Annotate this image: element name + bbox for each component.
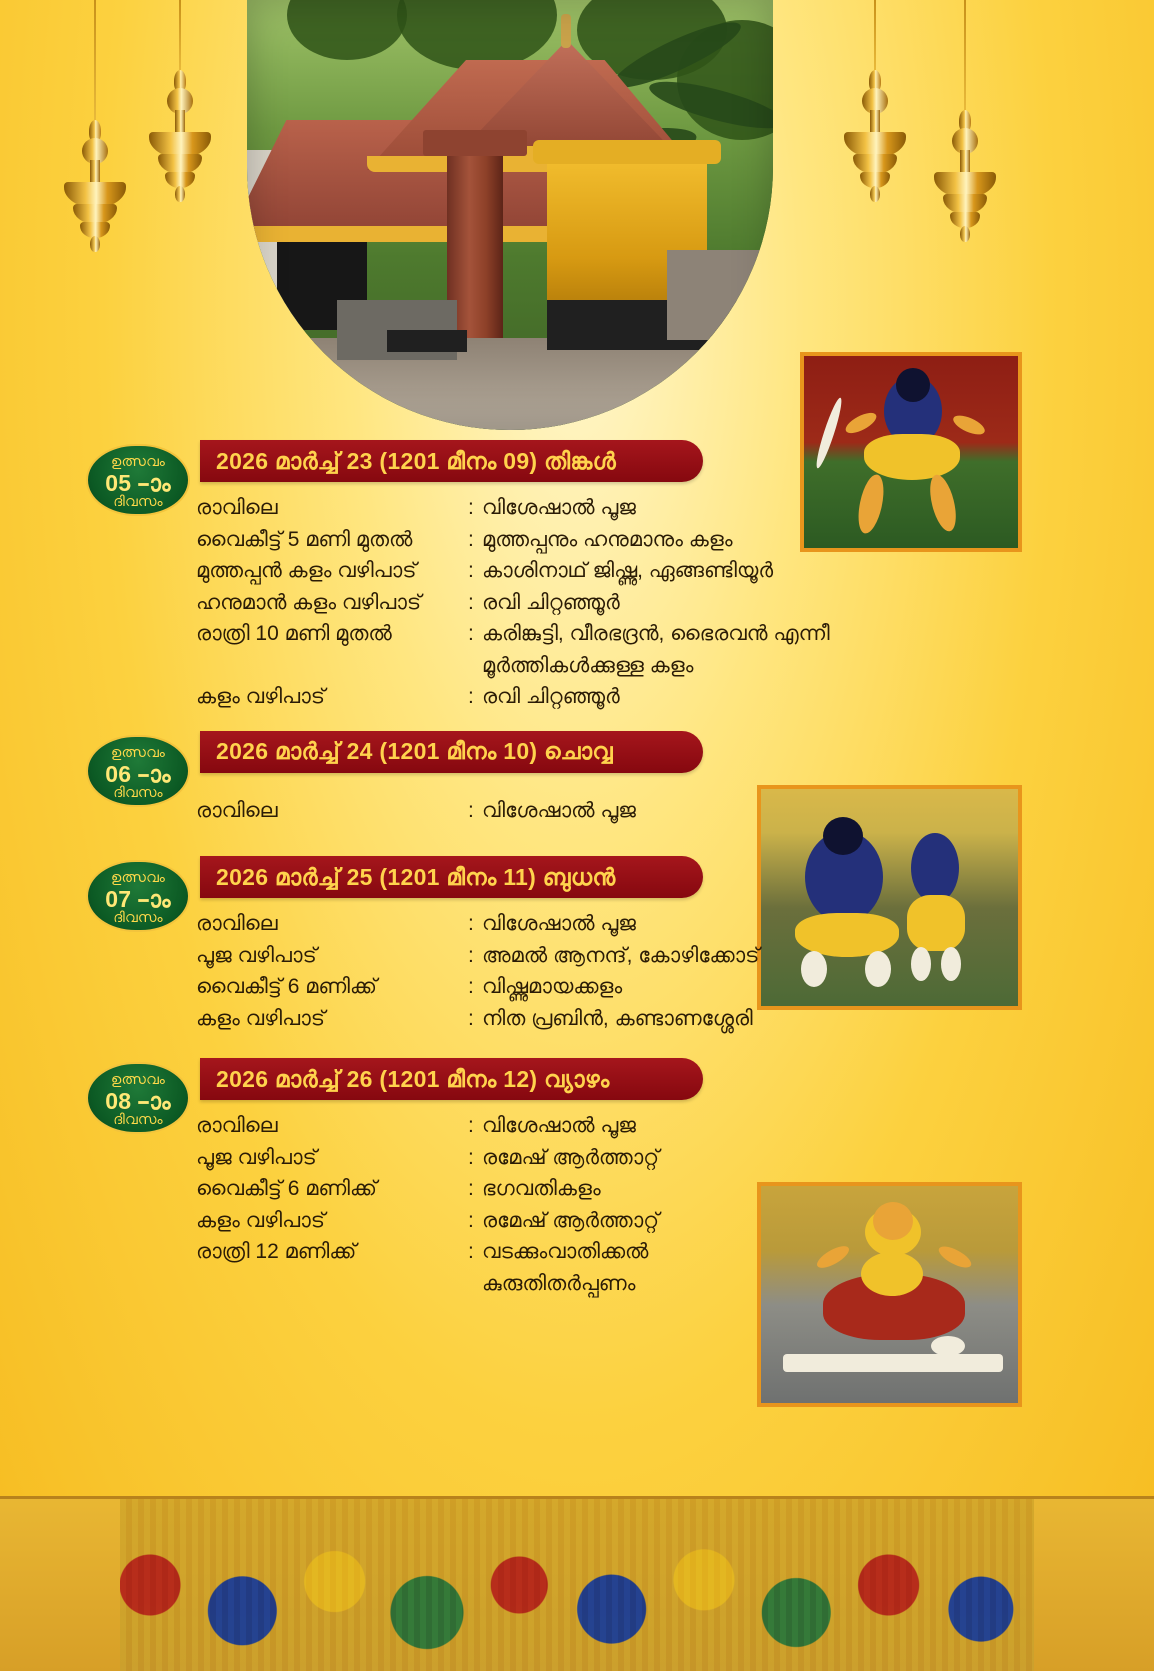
row-colon: : [468, 1208, 474, 1232]
row-colon: : [468, 496, 474, 519]
row-label: രാവിലെ [196, 912, 278, 935]
row-value: ഭഗവതികളം [482, 1177, 601, 1200]
schedule-row [196, 1142, 1154, 1174]
day-badge [86, 735, 190, 807]
row-label: ഹനുമാൻ കളം വഴിപാട് [196, 590, 422, 614]
row-colon: : [468, 685, 474, 708]
day-badge-line3: ദിവസം [113, 494, 163, 511]
row-colon: : [468, 1145, 474, 1169]
day-block [0, 440, 1154, 713]
day-block [0, 731, 1154, 827]
schedule-row [196, 618, 1154, 650]
day-block [0, 1058, 1154, 1299]
date-text: 2026 മാർച്ച് 25 (1201 മീനം 11) ബുധൻ [216, 863, 616, 890]
temple-photo [247, 0, 773, 430]
day-badge-number: 08 –ാം [105, 1088, 171, 1115]
row-label: കളം വഴിപാട് [196, 1208, 325, 1232]
row-colon: : [468, 1114, 474, 1137]
kerala-mural-border [0, 1496, 1154, 1671]
row-colon: : [468, 912, 474, 935]
day-badge-line1: ഉത്സവം [110, 870, 166, 886]
row-value: വിശേഷാൽ പൂജ [482, 1114, 636, 1137]
border-corner-left [0, 1496, 120, 1671]
schedule-row [196, 971, 1154, 1003]
row-colon: : [468, 975, 474, 998]
schedule-row-continuation [196, 1268, 1154, 1300]
row-colon: : [468, 798, 474, 822]
row-value: മൂർത്തികൾക്കുള്ള കളം [482, 653, 694, 677]
date-text: 2026 മാർച്ച് 23 (1201 മീനം 09) തിങ്കൾ [216, 447, 617, 474]
day-block [0, 856, 1154, 1034]
row-colon: : [468, 943, 474, 967]
day-badge [86, 860, 190, 932]
row-label: വൈകീട്ട് 6 മണിക്ക് [196, 1177, 377, 1200]
row-value: വിശേഷാൽ പൂജ [482, 798, 636, 822]
row-value: രവി ചിറ്റഞ്ഞൂർ [482, 685, 620, 708]
row-label: പൂജ വഴിപാട് [196, 943, 317, 967]
row-colon: : [468, 527, 474, 551]
row-label: രാവിലെ [196, 1114, 278, 1137]
hanging-lamp-left-1 [60, 0, 130, 270]
row-value: കാശിനാഥ് ജിഷ്ണു, ഏങ്ങണ്ടിയൂർ [482, 559, 774, 582]
schedule-row [196, 908, 1154, 940]
row-value: കരിങ്കുട്ടി, വീരഭദ്രൻ, ഭൈരവൻ എന്നീ [482, 622, 830, 645]
date-bar [200, 1058, 703, 1100]
schedule-row [196, 587, 1154, 619]
schedule-row [196, 492, 1154, 524]
day-rows [196, 773, 1154, 827]
day-badge [86, 444, 190, 516]
schedule-row [196, 1110, 1154, 1142]
date-text: 2026 മാർച്ച് 26 (1201 മീനം 12) വ്യാഴം [216, 1065, 610, 1092]
row-value: കുരുതിതർപ്പണം [482, 1271, 636, 1295]
schedule-row [196, 1236, 1154, 1268]
row-value: രവി ചിറ്റഞ്ഞൂർ [482, 590, 620, 614]
day-rows [196, 482, 1154, 713]
row-value: മുത്തപ്പനും ഹനുമാനും കളം [482, 527, 733, 551]
day-badge-line1: ഉത്സവം [110, 454, 166, 470]
day-badge-number: 06 –ാം [105, 760, 171, 787]
hanging-lamp-right-1 [840, 0, 910, 220]
schedule-row [196, 1173, 1154, 1205]
row-value: വിഷ്ണുമായക്കളം [482, 975, 623, 998]
schedule-row [196, 681, 1154, 713]
row-value: നിത പ്രബിൻ, കണ്ടാണശ്ശേരി [482, 1006, 753, 1030]
row-value: വിശേഷാൽ പൂജ [482, 496, 636, 519]
date-bar [200, 440, 703, 482]
row-label: രാവിലെ [196, 496, 278, 519]
row-colon: : [468, 559, 474, 582]
day-badge-line1: ഉത്സവം [110, 744, 166, 761]
schedule-row [196, 1003, 1154, 1035]
row-label: രാത്രി 10 മണി മുതൽ [196, 622, 392, 645]
row-label: വൈകീട്ട് 5 മണി മുതൽ [196, 527, 413, 551]
row-colon: : [468, 590, 474, 614]
day-badge [86, 1062, 190, 1134]
row-label: രാവിലെ [196, 798, 278, 822]
day-badge-line3: ദിവസം [113, 910, 163, 927]
row-value: അമൽ ആനന്ദ്, കോഴിക്കോട് [482, 943, 760, 967]
schedule-row [196, 524, 1154, 556]
row-label: കളം വഴിപാട് [196, 685, 325, 708]
schedule-row [196, 940, 1154, 972]
row-colon: : [468, 622, 474, 645]
row-colon: : [468, 1006, 474, 1030]
schedule-row [196, 1205, 1154, 1237]
hanging-lamp-right-2 [930, 0, 1000, 260]
row-label: പൂജ വഴിപാട് [196, 1145, 317, 1169]
row-label: കളം വഴിപാട് [196, 1006, 325, 1030]
schedule-row [196, 555, 1154, 587]
row-label: വൈകീട്ട് 6 മണിക്ക് [196, 975, 377, 998]
row-colon: : [468, 1240, 474, 1263]
date-bar [200, 731, 703, 773]
festival-schedule [0, 440, 1154, 1303]
schedule-row-continuation [196, 650, 1154, 682]
day-rows [196, 898, 1154, 1034]
schedule-row [196, 795, 1154, 827]
day-rows [196, 1100, 1154, 1299]
day-badge-line3: ദിവസം [113, 1112, 163, 1129]
row-label: രാത്രി 12 മണിക്ക് [196, 1240, 357, 1263]
row-value: രമേഷ് ആർത്താറ്റ് [482, 1145, 660, 1169]
date-text: 2026 മാർച്ച് 24 (1201 മീനം 10) ചൊവ്വ [216, 738, 613, 764]
day-badge-line1: ഉത്സവം [110, 1072, 166, 1088]
row-colon: : [468, 1177, 474, 1200]
row-value: വടക്കുംവാതിക്കൽ [482, 1240, 649, 1263]
day-badge-number: 05 –ാം [105, 470, 171, 497]
date-bar [200, 856, 703, 898]
day-badge-line3: ദിവസം [113, 784, 163, 801]
row-label: മുത്തപ്പൻ കളം വഴിപാട് [196, 559, 417, 582]
hanging-lamp-left-2 [145, 0, 215, 220]
row-value: രമേഷ് ആർത്താറ്റ് [482, 1208, 660, 1232]
day-badge-number: 07 –ാം [105, 886, 171, 913]
border-corner-right [1034, 1496, 1154, 1671]
row-value: വിശേഷാൽ പൂജ [482, 912, 636, 935]
